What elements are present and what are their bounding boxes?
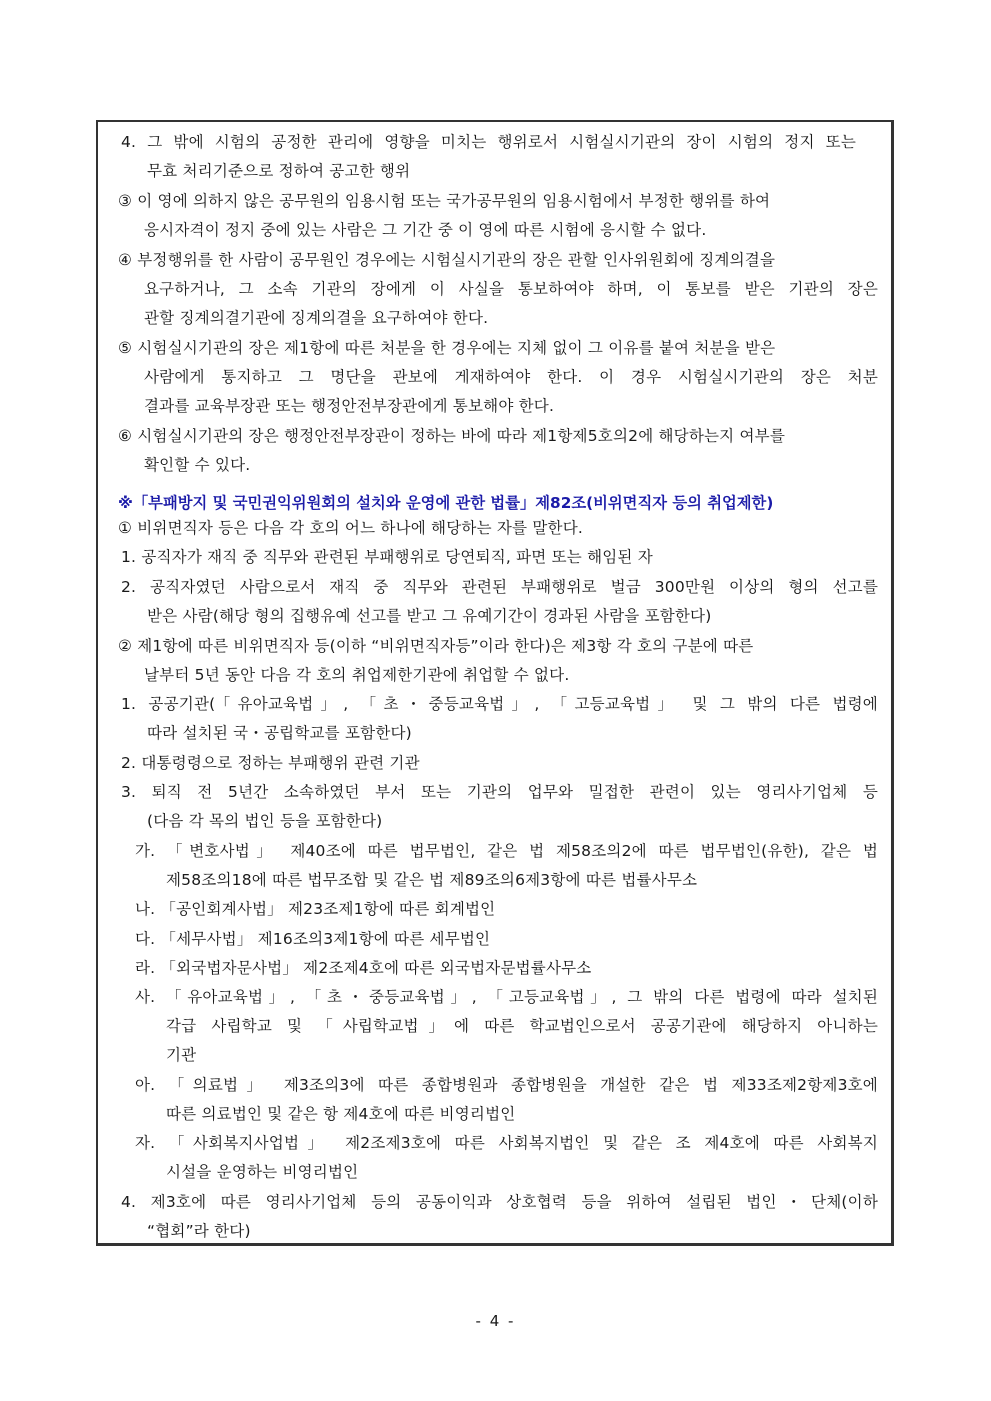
- para-3-line-2: 응시자격이 정지 중에 있는 사람은 그 기간 중 이 영에 따른 시험에 응시할 수 없다.: [144, 221, 707, 239]
- art82-item-1: 1. 공직자가 재직 중 직무와 관련된 부패행위로 당연퇴직, 파면 또는 해임된 자: [121, 548, 653, 566]
- mok-a-line-2: 따른 의료법인 및 같은 항 제4호에 따른 비영리법인: [166, 1105, 516, 1123]
- para-4-line-2: 요구하거나, 그 소속 기관의 장에게 이 사실을 통보하여야 하며, 이 통보를 받은 기관의 장은: [144, 280, 878, 298]
- sub-item-1-line-2: 따라 설치된 국・공립학교를 포함한다): [147, 724, 412, 742]
- para-3-line-1: ③ 이 영에 의하지 않은 공무원의 임용시험 또는 국가공무원의 임용시험에서 부정한 행위를 하여: [118, 192, 771, 210]
- mok-ga-line-2: 제58조의18에 따른 법무조합 및 같은 법 제89조의6제3항에 따른 법률사무소: [166, 871, 698, 889]
- para-4-line-3: 관할 징계의결기관에 징계의결을 요구하여야 한다.: [144, 309, 489, 327]
- art82-para-1: ① 비위면직자 등은 다음 각 호의 어느 하나에 해당하는 자를 말한다.: [118, 519, 583, 537]
- sub-item-3-line-2: (다음 각 목의 법인 등을 포함한다): [147, 812, 383, 830]
- mok-sa-line-3: 기관: [166, 1046, 197, 1064]
- sub-item-1-line-1: 1. 공공기관(「유아교육법」, 「초・중등교육법」, 「고등교육법」 및 그 밖의 다른 법령에: [121, 695, 878, 713]
- sub-item-4-line-2: “협회”라 한다): [147, 1222, 251, 1240]
- mok-na: 나. 「공인회계사법」 제23조제1항에 따른 회계법인: [135, 900, 496, 918]
- item-4-line-2: 무효 처리기준으로 정하여 공고한 행위: [147, 162, 411, 180]
- mok-da: 다. 「세무사법」 제16조의3제1항에 따른 세무법인: [135, 930, 491, 948]
- page-number: - 4 -: [475, 1312, 516, 1330]
- para-6-line-2: 확인할 수 있다.: [144, 456, 251, 474]
- art82-para-2-line-1: ② 제1항에 따른 비위면직자 등(이하 “비위면직자등”이라 한다)은 제3항 각 호의 구분에 따른: [118, 637, 754, 655]
- para-5-line-2: 사람에게 통지하고 그 명단을 관보에 게재하여야 한다. 이 경우 시험실시기관의 장은 처분: [144, 368, 878, 386]
- mok-sa-line-2: 각급 사립학교 및 「사립학교법」에 따른 학교법인으로서 공공기관에 해당하지 아니하는: [166, 1017, 878, 1035]
- para-6-line-1: ⑥ 시험실시기관의 장은 행정안전부장관이 정하는 바에 따라 제1항제5호의2에 해당하는지 여부를: [118, 427, 785, 445]
- art82-para-2-line-2: 날부터 5년 동안 다음 각 호의 취업제한기관에 취업할 수 없다.: [144, 666, 570, 684]
- para-4-line-1: ④ 부정행위를 한 사람이 공무원인 경우에는 시험실시기관의 장은 관할 인사위원회에 징계의결을: [118, 251, 776, 269]
- mok-sa-line-1: 사. 「유아교육법」, 「초・중등교육법」, 「고등교육법」, 그 밖의 다른 법령에 따라 설치된: [135, 988, 878, 1006]
- mok-a-line-1: 아. 「의료법」 제3조의3에 따른 종합병원과 종합병원을 개설한 같은 법 제33조제2항제3호에: [135, 1076, 878, 1094]
- sub-item-3-line-1: 3. 퇴직 전 5년간 소속하였던 부서 또는 기관의 업무와 밀접한 관련이 있는 영리사기업체 등: [121, 783, 878, 801]
- section-heading: ※「부패방지 및 국민권익위원회의 설치와 운영에 관한 법률」제82조(비위면직자 등의 취업제한): [118, 494, 774, 512]
- sub-item-2: 2. 대통령령으로 정하는 부패행위 관련 기관: [121, 754, 420, 772]
- sub-item-4-line-1: 4. 제3호에 따른 영리사기업체 등의 공동이익과 상호협력 등을 위하여 설립된 법인・단체(이하: [121, 1193, 878, 1211]
- mok-ga-line-1: 가. 「변호사법」 제40조에 따른 법무법인, 같은 법 제58조의2에 따른 법무법인(유한), 같은 법: [135, 842, 878, 860]
- mok-ra: 라. 「외국법자문사법」 제2조제4호에 따른 외국법자문법률사무소: [135, 959, 592, 977]
- para-5-line-1: ⑤ 시험실시기관의 장은 제1항에 따른 처분을 한 경우에는 지체 없이 그 이유를 붙여 처분을 받은: [118, 339, 776, 357]
- item-4-line-1: 4. 그 밖에 시험의 공정한 관리에 영향을 미치는 행위로서 시험실시기관의 장이 시험의 정지 또는: [121, 133, 856, 151]
- art82-item-2-line-1: 2. 공직자였던 사람으로서 재직 중 직무와 관련된 부패행위로 벌금 300만원 이상의 형의 선고를: [121, 578, 878, 596]
- mok-ja-line-2: 시설을 운영하는 비영리법인: [166, 1163, 359, 1181]
- mok-ja-line-1: 자. 「사회복지사업법」 제2조제3호에 따른 사회복지법인 및 같은 조 제4호에 따른 사회복지: [135, 1134, 878, 1152]
- para-5-line-3: 결과를 교육부장관 또는 행정안전부장관에게 통보해야 한다.: [144, 397, 555, 415]
- art82-item-2-line-2: 받은 사람(해당 형의 집행유예 선고를 받고 그 유예기간이 경과된 사람을 포함한다): [147, 607, 712, 625]
